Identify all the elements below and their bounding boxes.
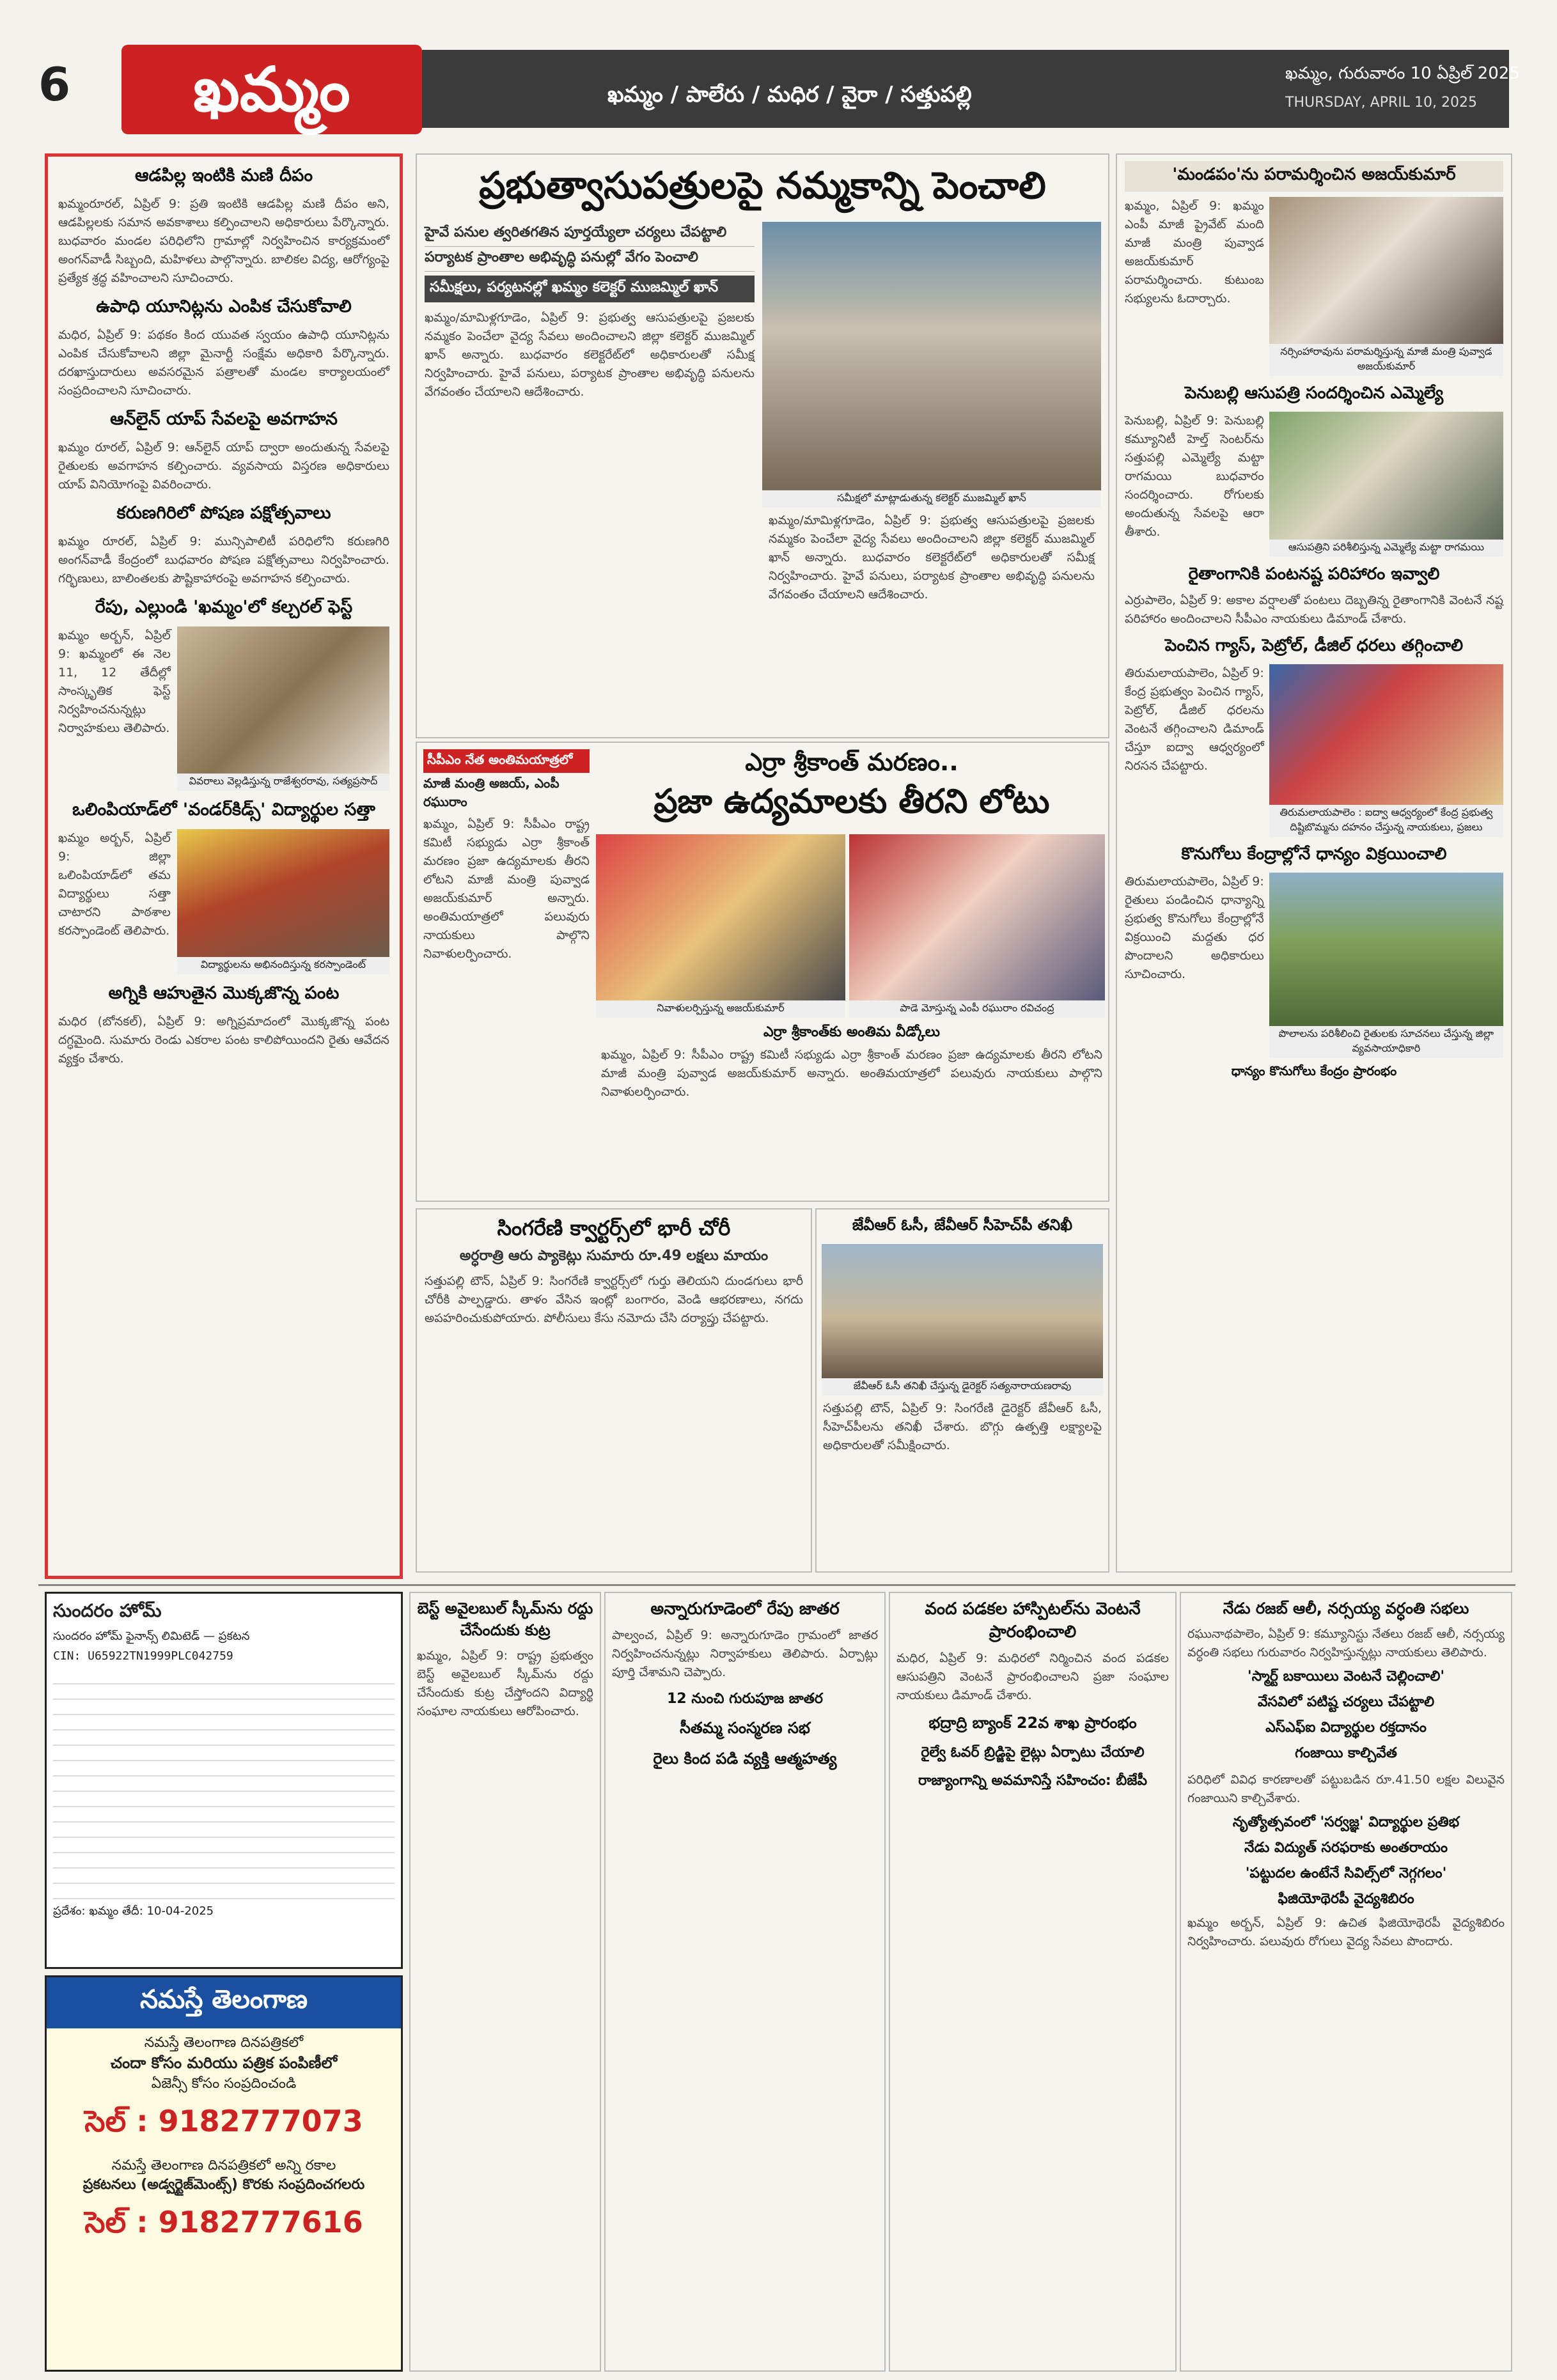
headline: 'మండపం'ను పరామర్శించిన అజయ్‌కుమార్: [1125, 161, 1503, 192]
edition-name: ఖమ్మం: [121, 45, 422, 134]
sub-headline: రైల్వే ఓవర్ బ్రిడ్జిపై లైట్లు ఏర్పాటు చేయాలి: [921, 1745, 1145, 1761]
sub-headline: అర్ధరాత్రి ఆరు ప్యాకెట్లు సుమారు రూ.49 లక్షలు మాయం: [459, 1248, 769, 1264]
sub-headline: ఎర్రా శ్రీకాంత్‌కు అంతిమ వీడ్కోలు: [763, 1024, 941, 1040]
lead-headline: ప్రభుత్వాసుపత్రులపై నమ్మకాన్ని పెంచాలి: [479, 164, 1046, 207]
headline: కరుణగిరిలో పోషణ పక్షోత్సవాలు: [116, 503, 331, 523]
story-tag: మాజీ మంత్రి అజయ్, ఎంపీ రఘురాం: [423, 775, 559, 809]
headline: రైతాంగానికి పంటనష్ట పరిహారం ఇవ్వాలి: [1188, 564, 1440, 584]
headline-big: ప్రజా ఉద్యమాలకు తీరని లోటు: [653, 782, 1050, 821]
headline: కొనుగోలు కేంద్రాల్లోనే ధాన్యం విక్రయించాలి: [1181, 844, 1447, 864]
photo-caption: విద్యార్థులను అభినందిస్తున్న కరస్పాండెంట్: [177, 957, 389, 974]
date-english: THURSDAY, APRIL 10, 2025: [1285, 95, 1477, 111]
article-text: ఖమ్మంరూరల్, ఏప్రిల్ 9: ప్రతి ఇంటికి ఆడపిల్ల మణి దీపం అని, ఆడపిల్లలకు సమాన అవకాశాలు కల్పించాలని అధికారులు పేర్కొన్నారు. బుధవారం మండల పరిధిలోని గ్రామాల్లో నిర్వహించిన కార్యక్రమంలో అంగన్‌వాడీ సిబ్బంది, మహిళలు పాల్గొన్నారు. బాలికల విద్య, ఆరోగ్యంపై ప్రత్యేక శ్రద్ధ వహించాలని సూచించారు.: [58, 197, 389, 285]
headline: నేడు రజబ్ ఆలీ, నర్సయ్య వర్ధంతి సభలు: [1223, 1599, 1469, 1617]
headline: అన్నారుగూడెంలో రేపు జాతర: [650, 1599, 840, 1619]
ad-text: సుందరం హోమ్ ఫైనాన్స్ లిమిటెడ్ — ప్రకటన: [53, 1629, 250, 1643]
article-text: ఖమ్మం అర్బన్, ఏప్రిల్ 9: ఉచిత ఫిజియోథెరపీ వైద్యశిబిరం నిర్వహించారు. పలువురు రోగులు వైద్య సేవలు పొందారు.: [1187, 1916, 1505, 1948]
article-text: పెనుబల్లి, ఏప్రిల్ 9: పెనుబల్లి కమ్యూనిటీ హెల్త్ సెంటర్‌ను సత్తుపల్లి ఎమ్మెల్యే మట్టా రాగమయి బుధవారం సందర్శించారు. రోగులకు అందుతున్న సేవలపై ఆరా తీశారు.: [1125, 414, 1264, 539]
article-text: మధిర, ఏప్రిల్ 9: పథకం కింద యువత స్వయం ఉపాధి యూనిట్లను ఎంపిక చేసుకోవాలని జిల్లా మైనార్టీ సంక్షేమ అధికారి పేర్కొన్నారు. దరఖాస్తుదారులు అవసరమైన పత్రాలతో మండల కార్యాలయంలో సంప్రదించాలని సూచించారు.: [58, 328, 389, 398]
ad-title: నమస్తే తెలంగాణ: [47, 1977, 401, 2028]
photo: [596, 834, 845, 1000]
bottom-col-2: [604, 1592, 886, 2372]
article-text: మధిర, ఏప్రిల్ 9: మధిరలో నిర్మించిన వంద పడకల ఆసుపత్రిని వెంటనే ప్రారంభించాలని ప్రజా సంఘాల నాయకులు డిమాండ్ చేశారు.: [896, 1651, 1169, 1702]
towns-list: ఖమ్మం / పాలేరు / మధిర / వైరా / సత్తుపల్లి: [607, 82, 972, 107]
ad-line: నమస్తే తెలంగాణ దినపత్రికలో అన్ని రకాల: [111, 2158, 336, 2174]
article-text: తిరుమలాయపాలెం, ఏప్రిల్ 9: కేంద్ర ప్రభుత్వం పెంచిన గ్యాస్, పెట్రోల్, డీజిల్ ధరలను వెంటనే తగ్గించాలని డిమాండ్ చేస్తూ ఐద్వా ఆధ్వర్యంలో నిరసన చేపట్టారు.: [1125, 666, 1264, 773]
photo-caption: నివాళులర్పిస్తున్న అజయ్‌కుమార్: [596, 1000, 845, 1018]
sub-headline: నృత్యోత్సవంలో 'సర్వజ్ఞ' విద్యార్థుల ప్రతిభ: [1232, 1814, 1460, 1830]
ad-phone: సెల్ : 9182777616: [84, 2205, 363, 2239]
sub-headline: వేసవిలో పటిష్ట చర్యలు చేపట్టాలి: [1257, 1694, 1435, 1710]
photo: [849, 834, 1105, 1000]
page-number: 6: [38, 58, 71, 111]
kicker: హైవే పనుల త్వరితగతిన పూర్తయ్యేలా చర్యలు చేపట్టాలి: [425, 222, 755, 247]
photo-caption: తిరుమలాయపాలెం : ఐద్వా ఆధ్వర్యంలో కేంద్ర ప్రభుత్వ దిష్టిబొమ్మను దహనం చేస్తున్న నాయకులు, ప్రజలు: [1269, 805, 1503, 837]
photo-caption: ఆసుపత్రిని పరిశీలిస్తున్న ఎమ్మెల్యే మట్టా రాగమయి: [1269, 540, 1503, 557]
namaste-telangana-ad: [45, 1975, 403, 2372]
headline: వంద పడకల హాస్పిటల్‌ను వెంటనే ప్రారంభించాలి: [925, 1599, 1141, 1642]
lead-photo: [762, 222, 1101, 490]
headline: ఆన్‌లైన్ యాప్ సేవలపై అవగాహన: [110, 409, 338, 429]
headline: ఆడపిల్ల ఇంటికి మణి దీపం: [134, 166, 313, 185]
headline: అగ్నికి ఆహుతైన మొక్కజొన్న పంట: [108, 983, 340, 1003]
photo-caption: సమీక్షలో మాట్లాడుతున్న కలెక్టర్ ముజమ్మిల్ ఖాన్: [762, 490, 1101, 508]
ad-cin: CIN: U65922TN1999PLC042759: [53, 1649, 233, 1663]
article-text: ఖమ్మం, ఏప్రిల్ 9: సీపీఎం రాష్ట్ర కమిటీ సభ్యుడు ఎర్రా శ్రీకాంత్ మరణం ప్రజా ఉద్యమాలకు తీరని లోటని మాజీ మంత్రి పువ్వాడ అజయ్‌కుమార్ అన్నారు. అంతిమయాత్రలో పలువురు నాయకులు పాల్గొని నివాళులర్పించారు.: [423, 817, 590, 961]
sub-headline: 12 నుంచి గురుపూజ జాతర: [667, 1691, 823, 1707]
headline: పెనుబల్లి ఆసుపత్రి సందర్శించిన ఎమ్మెల్యే: [1184, 384, 1444, 403]
article-text: ఖమ్మం, ఏప్రిల్ 9: సీపీఎం రాష్ట్ర కమిటీ సభ్యుడు ఎర్రా శ్రీకాంత్ మరణం ప్రజా ఉద్యమాలకు తీరని లోటని మాజీ మంత్రి పువ్వాడ అజయ్‌కుమార్ అన్నారు. అంతిమయాత్రలో పలువురు నాయకులు పాల్గొని నివాళులర్పించారు.: [601, 1048, 1102, 1099]
divider: [38, 1584, 1515, 1586]
kicker: పర్యాటక ప్రాంతాల అభివృద్ధి పనుల్లో వేగం పెంచాలి: [425, 247, 755, 272]
sub-headline: ధాన్యం కొనుగోలు కేంద్రం ప్రారంభం: [1231, 1063, 1397, 1078]
right-news-column: [1116, 153, 1512, 1573]
headline: ఉపాధి యూనిట్లను ఎంపిక చేసుకోవాలి: [96, 297, 352, 316]
headline: పెంచిన గ్యాస్, పెట్రోల్, డీజిల్ ధరలు తగ్గించాలి: [1164, 636, 1464, 655]
article-text: ఖమ్మం అర్బన్, ఏప్రిల్ 9: ఖమ్మంలో ఈ నెల 11, 12 తేదీల్లో సాంస్కృతిక ఫెస్ట్ నిర్వహించనున్నట్లు నిర్వాహకులు తెలిపారు.: [58, 628, 171, 735]
article-text: పాల్వంచ, ఏప్రిల్ 9: అన్నారుగూడెం గ్రామంలో జాతర నిర్వహించనున్నట్లు నిర్వాహకులు తెలిపారు. ఏర్పాట్లు పూర్తి చేశామని చెప్పారు.: [612, 1628, 878, 1679]
article-text: ఖమ్మం, ఏప్రిల్ 9: రాష్ట్ర ప్రభుత్వం బెస్ట్ అవైలబుల్ స్కీమ్‌ను రద్దు చేసేందుకు కుట్ర చేస్తోందని విద్యార్థి సంఘాల నాయకులు ఆరోపించారు.: [417, 1649, 593, 1718]
headline: జేవీఆర్ ఓసీ, జేవీఆర్ సీహెచ్‌పీ తనిఖీ: [852, 1216, 1073, 1234]
sub-headline: ఫిజియోథెరపీ వైద్యశిబిరం: [1278, 1891, 1414, 1907]
photo: [177, 626, 389, 774]
photo: [1269, 664, 1503, 805]
sub-headline: రైలు కింద పడి వ్యక్తి ఆత్మహత్య: [653, 1750, 837, 1768]
bottom-col-3: [889, 1592, 1177, 2372]
ad-phone: సెల్ : 9182777073: [84, 2104, 363, 2138]
bottom-col-1: [409, 1592, 601, 2372]
article-text: రఘునాథపాలెం, ఏప్రిల్ 9: కమ్యూనిస్టు నేతలు రజబ్ ఆలీ, నర్సయ్య వర్ధంతి సభలు గురువారం నిర్వహిస్తున్నట్లు నాయకులు తెలిపారు.: [1187, 1627, 1505, 1660]
article-text: ఖమ్మం, ఏప్రిల్ 9: ఖమ్మం ఎంపీ మాజీ ప్రైవేట్ మంది మాజీ మంత్రి పువ్వాడ అజయ్‌కుమార్ పరామర్శించారు. కుటుంబ సభ్యులను ఓదార్చారు.: [1125, 199, 1264, 306]
ad-line: ఏజెన్సీ కోసం సంప్రదించండి: [151, 2076, 297, 2092]
theft-story: [416, 1208, 812, 1573]
date-telugu: ఖమ్మం, గురువారం 10 ఏప్రిల్ 2025: [1285, 64, 1520, 83]
masthead: [0, 0, 1557, 147]
ad-line: నమస్తే తెలంగాణ దినపత్రికలో: [144, 2035, 304, 2051]
bottom-col-4: [1180, 1592, 1512, 2372]
article-text: సత్తుపల్లి టౌన్, ఏప్రిల్ 9: సింగరేణి క్వార్టర్స్‌లో గుర్తు తెలియని దుండగులు భారీ చోరీకి పాల్పడ్డారు. తాళం వేసిన ఇంట్లో బంగారం, వెండి ఆభరణాలు, నగదు అపహరించుకుపోయారు. పోలీసులు కేసు నమోదు చేసి దర్యాప్తు చేపట్టారు.: [425, 1274, 803, 1325]
photo-caption: పాడె మోస్తున్న ఎంపీ రఘురాం రవిచంద్ర: [849, 1000, 1105, 1018]
mid-story: [416, 742, 1109, 1202]
headline: ఒలింపియాడ్‌లో 'వండర్‌కిడ్స్' విద్యార్థుల సత్తా: [72, 800, 375, 820]
article-text: ఎర్రుపాలెం, ఏప్రిల్ 9: అకాల వర్షాలతో పంటలు దెబ్బతిన్న రైతాంగానికి వెంటనే నష్ట పరిహారం అందించాలని సీపీఎం నాయకులు డిమాండ్ చేశారు.: [1125, 593, 1503, 626]
jvr-story: [815, 1208, 1109, 1573]
photo-caption: వివరాలు వెల్లడిస్తున్న రాజేశ్వరరావు, సత్యప్రసాద్: [177, 774, 389, 791]
photo-caption: నర్సింహారావును పరామర్శిస్తున్న మాజీ మంత్రి పువ్వాడ అజయ్‌కుమార్: [1269, 344, 1503, 376]
article-text: సత్తుపల్లి టౌన్, ఏప్రిల్ 9: సింగరేణి డైరెక్టర్ జేవీఆర్ ఓసీ, సీహెచ్‌పీలను తనిఖీ చేశారు. బొగ్గు ఉత్పత్తి లక్ష్యాలపై అధికారులతో సమీక్షించారు.: [823, 1401, 1102, 1452]
sub-headline: ఎస్‌ఎఫ్‌ఐ విద్యార్థుల రక్తదానం: [1265, 1720, 1427, 1736]
photo: [177, 829, 389, 957]
photo-caption: పొలాలను పరిశీలించి రైతులకు సూచనలు చేస్తున్న జిల్లా వ్యవసాయాధికారి: [1269, 1026, 1503, 1058]
sub-headline: రాజ్యాంగాన్ని అవమానిస్తే సహించం: బీజేపీ: [918, 1773, 1148, 1789]
sundaram-ad: [45, 1592, 403, 1969]
headline: బెస్ట్ అవైలబుల్ స్కీమ్‌ను రద్దు చేసేందుకు కుట్ర: [417, 1599, 593, 1639]
article-text: మధిర (బోనకల్), ఏప్రిల్ 9: అగ్నిప్రమాదంలో మొక్కజొన్న పంట దగ్ధమైంది. సుమారు రెండు ఎకరాల పంట కాలిపోయిందని రైతు ఆవేదన వ్యక్తం చేశారు.: [58, 1015, 389, 1066]
headline-small: ఎర్రా శ్రీకాంత్ మరణం..: [745, 748, 958, 776]
photo: [1269, 412, 1503, 540]
article-text: ఖమ్మం/మామిళ్లగూడెం, ఏప్రిల్ 9: ప్రభుత్వ ఆసుపత్రులపై ప్రజలకు నమ్మకం పెంచేలా వైద్య సేవలు అందించాలని జిల్లా కలెక్టర్ ముజమ్మిల్ ఖాన్ అన్నారు. బుధవారం కలెక్టరేట్‌లో అధికారులతో సమీక్ష నిర్వహించారు. హైవే పనులు, పర్యాటక ప్రాంతాల అభివృద్ధి పనులను వేగవంతం చేయాలని ఆదేశించారు.: [425, 311, 755, 399]
sub-headline: గంజాయి కాల్చివేత: [1295, 1745, 1397, 1761]
ad-line: ప్రకటనలు (అడ్వర్టైజ్‌మెంట్స్) కొరకు సంప్రదించగలరు: [82, 2177, 365, 2193]
article-text: పరిధిలో వివిధ కారణాలతో పట్టుబడిన రూ.41.50 లక్షల విలువైన గంజాయిని కాల్చివేశారు.: [1187, 1773, 1505, 1805]
headline: సింగరేణి క్వార్టర్స్‌లో భారీ చోరీ: [497, 1216, 731, 1240]
ad-date: ప్రదేశం: ఖమ్మం తేదీ: 10-04-2025: [53, 1904, 214, 1918]
story-tag: సీపీఎం నేత అంతిమయాత్రలో: [423, 749, 590, 773]
sub-headline: సీతమ్మ సంస్మరణ సభ: [680, 1719, 810, 1737]
sub-headline: నేడు విద్యుత్ సరఫరాకు అంతరాయం: [1244, 1840, 1448, 1856]
ad-body: [53, 1669, 395, 1899]
article-text: ఖమ్మం/మామిళ్లగూడెం, ఏప్రిల్ 9: ప్రభుత్వ ఆసుపత్రులపై ప్రజలకు నమ్మకం పెంచేలా వైద్య సేవలు అందించాలని జిల్లా కలెక్టర్ ముజమ్మిల్ ఖాన్ అన్నారు. బుధవారం కలెక్టరేట్‌లో అధికారులతో సమీక్ష నిర్వహించారు. హైవే పనులు, పర్యాటక ప్రాంతాల అభివృద్ధి పనులను వేగవంతం చేయాలని ఆదేశించారు.: [769, 513, 1095, 602]
article-text: ఖమ్మం అర్బన్, ఏప్రిల్ 9: జిల్లా ఒలింపియాడ్‌లో తమ విద్యార్థులు సత్తా చాటారని పాఠశాల కరస్పాండెంట్ తెలిపారు.: [58, 831, 171, 938]
sub-headline: 'స్మార్ట్ బకాయిలు వెంటనే చెల్లించాలి': [1247, 1668, 1445, 1684]
lead-story: [416, 153, 1109, 738]
article-text: ఖమ్మం రూరల్, ఏప్రిల్ 9: మున్సిపాలిటీ పరిధిలోని కరుణగిరి అంగన్‌వాడీ కేంద్రంలో బుధవారం పోషణ పక్షోత్సవాలు నిర్వహించారు. గర్భిణులు, బాలింతలకు పౌష్టికాహారంపై అవగాహన కల్పించారు.: [58, 534, 389, 586]
photo: [822, 1244, 1103, 1378]
sub-headline: భద్రాద్రి బ్యాంక్ 22వ శాఖ ప్రారంభం: [928, 1714, 1137, 1732]
headline: రేపు, ఎల్లుండి 'ఖమ్మం'లో కల్చరల్ ఫెస్ట్: [95, 597, 353, 617]
kicker-highlight: సమీక్షలు, పర్యటనల్లో ఖమ్మం కలెక్టర్ ముజమ్మిల్ ఖాన్: [425, 276, 755, 302]
sub-headline: 'పట్టుదల ఉంటేనే సివిల్స్‌లో నెగ్గగలం': [1245, 1865, 1447, 1881]
left-news-column: [45, 153, 403, 1579]
ad-line: చందా కోసం మరియు పత్రిక పంపిణీలో: [110, 2054, 338, 2072]
article-text: తిరుమలాయపాలెం, ఏప్రిల్ 9: రైతులు పండించిన ధాన్యాన్ని ప్రభుత్వ కొనుగోలు కేంద్రాల్లోనే విక్రయించి మద్దతు ధర పొందాలని అధికారులు సూచించారు.: [1125, 875, 1264, 981]
article-text: ఖమ్మం రూరల్, ఏప్రిల్ 9: ఆన్‌లైన్ యాప్ ద్వారా అందుతున్న సేవలపై రైతులకు అవగాహన కల్పించారు. వ్యవసాయ విస్తరణ అధికారులు యాప్ వినియోగంపై వివరించారు.: [58, 440, 389, 492]
photo-caption: జేవీఆర్ ఓసీ తనిఖీ చేస్తున్న డైరెక్టర్ సత్యనారాయణరావు: [822, 1378, 1103, 1396]
photo: [1269, 197, 1503, 344]
photo: [1269, 873, 1503, 1026]
ad-title: సుందరం హోమ్: [53, 1600, 162, 1621]
